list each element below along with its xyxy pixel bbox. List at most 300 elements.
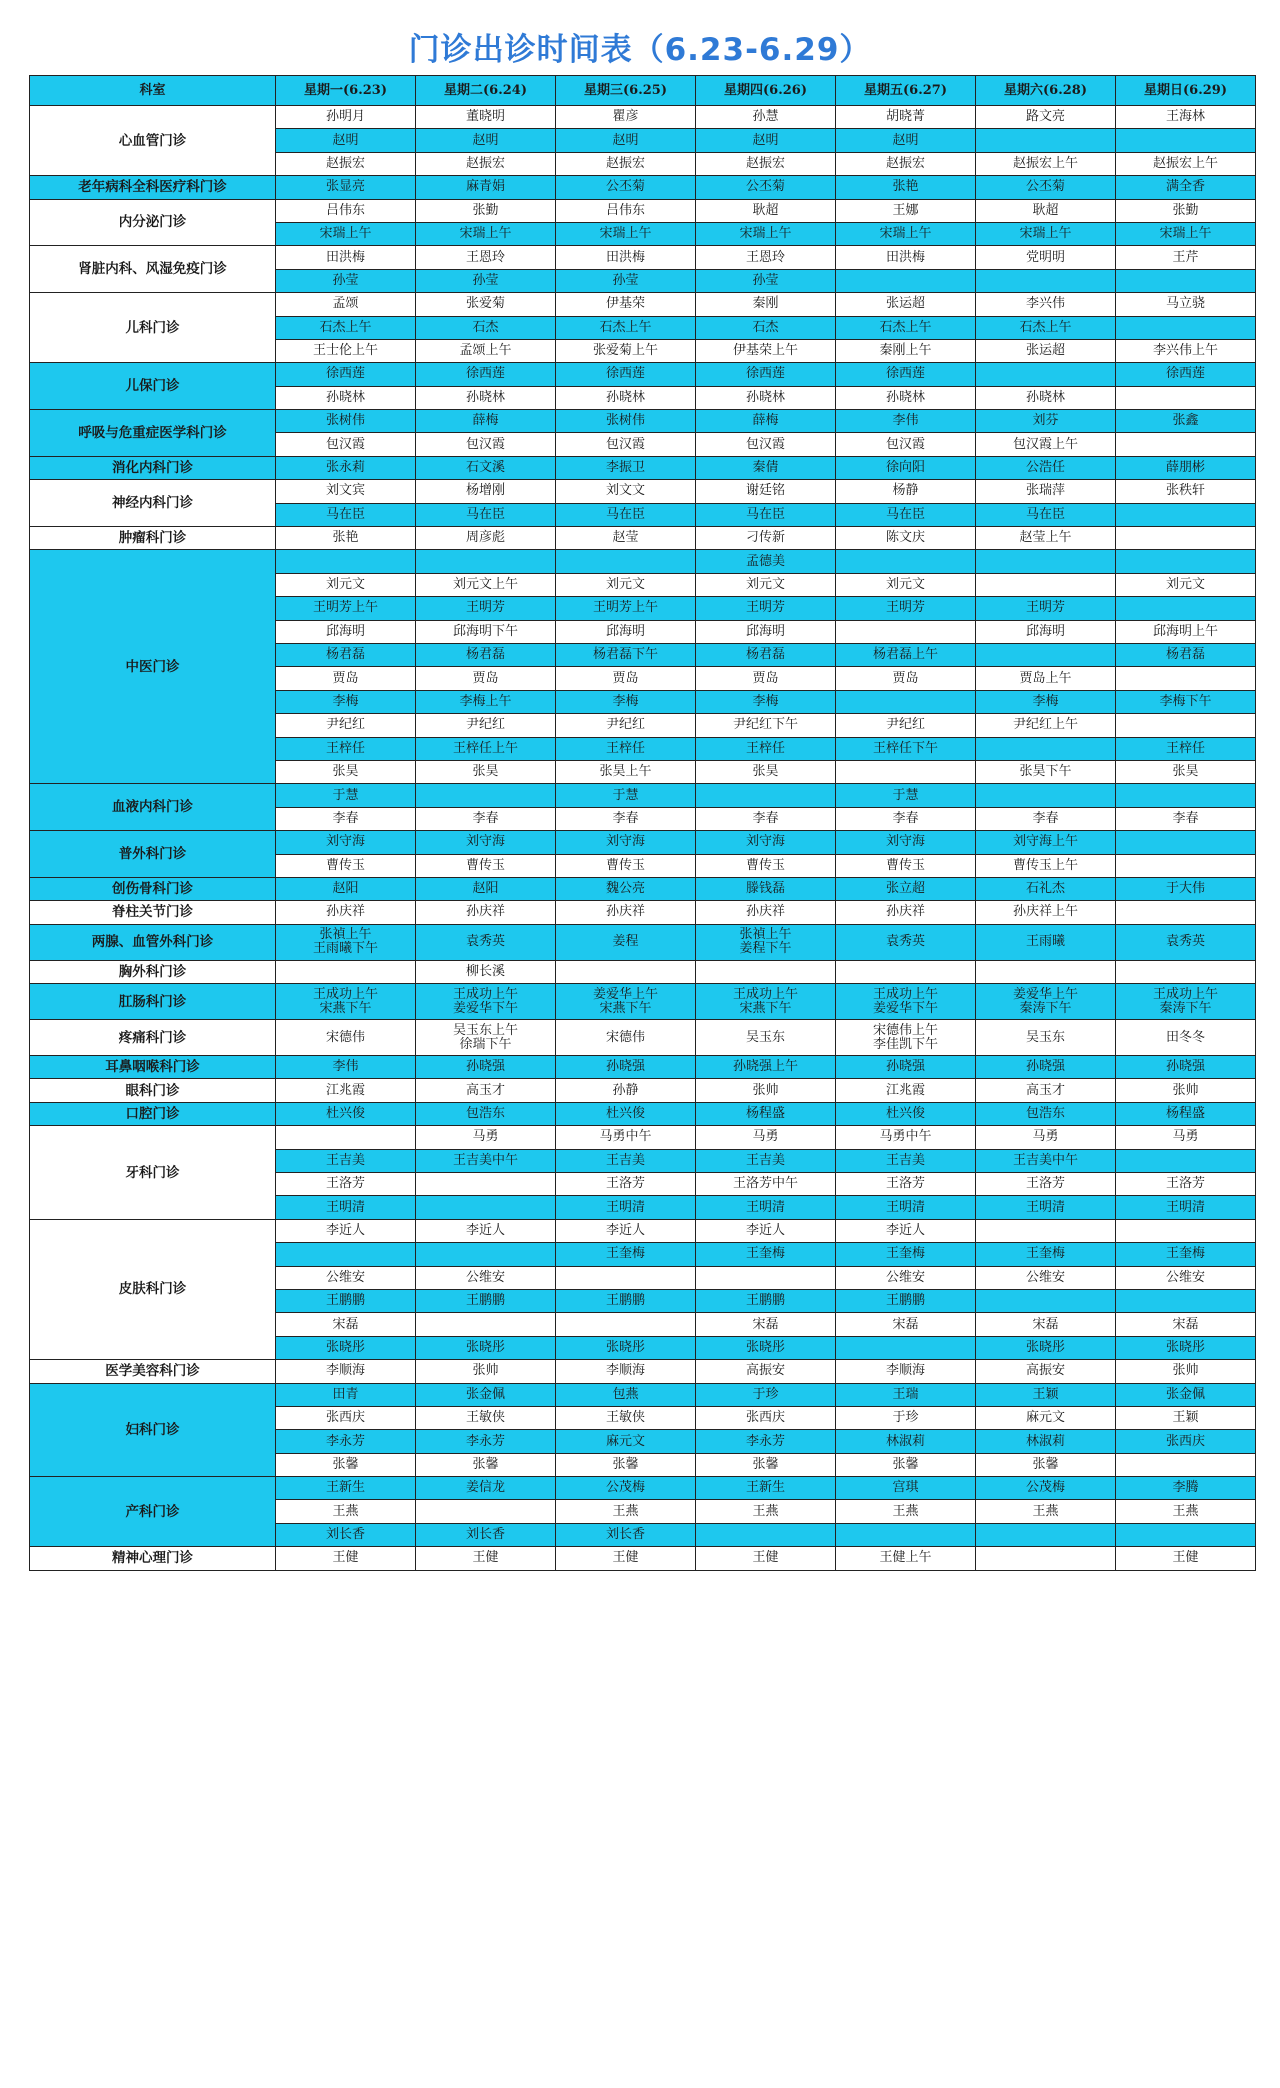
department-name: 普外科门诊: [30, 831, 276, 878]
table-row: [30, 1360, 1256, 1383]
schedule-cell: 李伟: [836, 410, 976, 433]
schedule-cell: 周彦彪: [416, 527, 556, 550]
department-name: 脊柱关节门诊: [30, 901, 276, 924]
schedule-cell: 江兆霞: [276, 1079, 416, 1102]
schedule-cell: 刘守海: [556, 831, 696, 854]
schedule-cell: 高振安: [696, 1360, 836, 1383]
page-title: 门诊出诊时间表（6.23-6.29）: [408, 32, 872, 68]
schedule-cell: 李近人: [276, 1219, 416, 1242]
schedule-cell: 李春: [416, 807, 556, 830]
schedule-cell: 王燕: [836, 1500, 976, 1523]
schedule-cell: [836, 984, 976, 1020]
schedule-cell: 张树伟: [556, 410, 696, 433]
doctor-name-line: 秦涛下午: [1019, 1000, 1072, 1016]
schedule-cell: 王洛芳: [276, 1173, 416, 1196]
schedule-cell: 孙晓林: [276, 386, 416, 409]
schedule-cell: [836, 960, 976, 983]
schedule-cell: 马勇中午: [836, 1126, 976, 1149]
schedule-cell: [416, 984, 556, 1020]
header-monday: 星期一(6.23): [276, 76, 416, 106]
schedule-cell: 李梅下午: [1116, 690, 1256, 713]
schedule-cell: 李兴伟: [976, 293, 1116, 316]
header-wednesday: 星期三(6.25): [556, 76, 696, 106]
table-row: [30, 480, 1256, 503]
schedule-cell: 公丕菊: [696, 176, 836, 199]
schedule-cell: 马在臣: [976, 503, 1116, 526]
schedule-cell: 江兆霞: [836, 1079, 976, 1102]
schedule-cell: [976, 1523, 1116, 1546]
schedule-cell: 孙晓强: [976, 1056, 1116, 1079]
schedule-cell: [836, 1020, 976, 1056]
department-name: 中医门诊: [30, 550, 276, 784]
schedule-cell: 王梓任: [696, 737, 836, 760]
schedule-cell: 王健: [696, 1547, 836, 1570]
schedule-cell: 赵明: [556, 129, 696, 152]
schedule-cell: [976, 1289, 1116, 1312]
department-name: 产科门诊: [30, 1477, 276, 1547]
schedule-cell: 孙晓强上午: [696, 1056, 836, 1079]
schedule-cell: 尹纪红: [556, 714, 696, 737]
table-row: [30, 550, 1256, 573]
schedule-cell: 王明清: [276, 1196, 416, 1219]
header-saturday: 星期六(6.28): [976, 76, 1116, 106]
schedule-cell: [976, 550, 1116, 573]
table-row: [30, 784, 1256, 807]
schedule-cell: 于慧: [556, 784, 696, 807]
schedule-cell: [836, 690, 976, 713]
schedule-cell: 贾岛: [836, 667, 976, 690]
schedule-cell: 李伟: [276, 1056, 416, 1079]
schedule-cell: [416, 1020, 556, 1056]
schedule-cell: 王梓任: [1116, 737, 1256, 760]
department-name: 呼吸与危重症医学科门诊: [30, 410, 276, 457]
schedule-cell: 党明明: [976, 246, 1116, 269]
schedule-cell: 王吉美: [696, 1149, 836, 1172]
schedule-cell: 徐西莲: [836, 363, 976, 386]
schedule-cell: [1116, 386, 1256, 409]
schedule-cell: 刘长香: [556, 1523, 696, 1546]
schedule-cell: [1116, 527, 1256, 550]
schedule-cell: 石文溪: [416, 456, 556, 479]
schedule-cell: 王燕: [696, 1500, 836, 1523]
schedule-cell: 王燕: [1116, 1500, 1256, 1523]
schedule-cell: 赵振宏: [416, 152, 556, 175]
schedule-cell: 赵振宏上午: [1116, 152, 1256, 175]
table-row: [30, 877, 1256, 900]
schedule-cell: 徐西莲: [276, 363, 416, 386]
schedule-cell: 高玉才: [976, 1079, 1116, 1102]
schedule-cell: 刘守海: [696, 831, 836, 854]
schedule-cell: 包燕: [556, 1383, 696, 1406]
department-name: 肾脏内科、风湿免疫门诊: [30, 246, 276, 293]
schedule-cell: 赵阳: [416, 877, 556, 900]
schedule-cell: 王明清: [836, 1196, 976, 1219]
schedule-cell: [696, 960, 836, 983]
schedule-cell: 张西庆: [276, 1406, 416, 1429]
doctor-name-line: 宋燕下午: [739, 1000, 792, 1016]
schedule-cell: 袁秀英: [416, 924, 556, 960]
schedule-cell: 王洛芳: [836, 1173, 976, 1196]
schedule-cell: [276, 984, 416, 1020]
schedule-cell: 瞿彦: [556, 106, 696, 129]
schedule-cell: 刘元文: [276, 573, 416, 596]
schedule-cell: 王梓任下午: [836, 737, 976, 760]
schedule-cell: 张树伟: [276, 410, 416, 433]
schedule-cell: 孙明月: [276, 106, 416, 129]
schedule-cell: 曹传玉: [556, 854, 696, 877]
schedule-cell: [276, 1243, 416, 1266]
schedule-cell: [1116, 901, 1256, 924]
schedule-cell: 贾岛: [276, 667, 416, 690]
schedule-cell: 姜程: [556, 924, 696, 960]
schedule-cell: 张晓彤: [976, 1336, 1116, 1359]
schedule-cell: 胡晓菁: [836, 106, 976, 129]
schedule-cell: 田洪梅: [556, 246, 696, 269]
schedule-cell: 宋瑞上午: [556, 222, 696, 245]
schedule-cell: [1116, 433, 1256, 456]
table-row: [30, 106, 1256, 129]
schedule-cell: 贾岛: [416, 667, 556, 690]
schedule-cell: 张晓彤: [276, 1336, 416, 1359]
schedule-cell: 王健上午: [836, 1547, 976, 1570]
schedule-cell: 徐向阳: [836, 456, 976, 479]
doctor-name-line: 宋德伟上午: [872, 1022, 938, 1038]
schedule-cell: [276, 1126, 416, 1149]
schedule-cell: [1116, 503, 1256, 526]
schedule-cell: 公维安: [976, 1266, 1116, 1289]
doctor-name-line: 秦涛下午: [1159, 1000, 1212, 1016]
schedule-cell: 王梓任: [276, 737, 416, 760]
department-name: 妇科门诊: [30, 1383, 276, 1477]
schedule-cell: 曹传玉: [696, 854, 836, 877]
schedule-cell: 吕伟东: [556, 199, 696, 222]
schedule-cell: 耿超: [696, 199, 836, 222]
schedule-cell: 秦刚: [696, 293, 836, 316]
schedule-cell: 赵阳: [276, 877, 416, 900]
schedule-cell: 李永芳: [696, 1430, 836, 1453]
schedule-cell: 王颖: [1116, 1406, 1256, 1429]
schedule-cell: 林淑莉: [976, 1430, 1116, 1453]
schedule-cell: 公维安: [1116, 1266, 1256, 1289]
schedule-cell: 张昊: [696, 760, 836, 783]
schedule-cell: 石杰: [696, 316, 836, 339]
schedule-cell: [836, 760, 976, 783]
schedule-cell: 王鹏鹏: [276, 1289, 416, 1312]
doctor-name-line: 王成功上午: [732, 986, 798, 1002]
schedule-cell: 马在臣: [416, 503, 556, 526]
schedule-cell: 公维安: [416, 1266, 556, 1289]
schedule-cell: 张艳: [276, 527, 416, 550]
schedule-cell: [836, 1523, 976, 1546]
schedule-cell: [836, 1336, 976, 1359]
department-name: 神经内科门诊: [30, 480, 276, 527]
schedule-cell: [1116, 269, 1256, 292]
schedule-cell: 麻元文: [976, 1406, 1116, 1429]
schedule-cell: 田冬冬: [1116, 1020, 1256, 1056]
schedule-cell: 李春: [1116, 807, 1256, 830]
department-name: 内分泌门诊: [30, 199, 276, 246]
schedule-cell: 王明芳: [696, 597, 836, 620]
schedule-cell: 石杰上午: [836, 316, 976, 339]
schedule-cell: 王明清: [976, 1196, 1116, 1219]
schedule-cell: 刘芬: [976, 410, 1116, 433]
schedule-cell: 张昊: [276, 760, 416, 783]
schedule-cell: 孙晓林: [836, 386, 976, 409]
schedule-cell: [696, 984, 836, 1020]
schedule-cell: 李顺海: [276, 1360, 416, 1383]
schedule-cell: [416, 550, 556, 573]
schedule-cell: 宋磊: [836, 1313, 976, 1336]
schedule-cell: 刘元文: [1116, 573, 1256, 596]
schedule-cell: 王鹏鹏: [696, 1289, 836, 1312]
schedule-cell: [976, 643, 1116, 666]
schedule-cell: [1116, 960, 1256, 983]
schedule-cell: [1116, 984, 1256, 1020]
schedule-cell: 李振卫: [556, 456, 696, 479]
schedule-cell: 杨君磊下午: [556, 643, 696, 666]
schedule-cell: 王吉美中午: [416, 1149, 556, 1172]
header-row: [30, 76, 1256, 106]
schedule-cell: [1116, 1453, 1256, 1476]
schedule-cell: 耿超: [976, 199, 1116, 222]
doctor-name-line: 姜爱华上午: [592, 986, 658, 1002]
schedule-cell: 谢廷铭: [696, 480, 836, 503]
schedule-cell: 孙庆祥: [696, 901, 836, 924]
schedule-cell: [836, 269, 976, 292]
schedule-cell: 马在臣: [696, 503, 836, 526]
schedule-cell: 王奎梅: [836, 1243, 976, 1266]
schedule-cell: 张艳: [836, 176, 976, 199]
schedule-cell: 张帅: [416, 1360, 556, 1383]
schedule-cell: [556, 550, 696, 573]
table-row: [30, 984, 1256, 1020]
schedule-cell: 薛朋彬: [1116, 456, 1256, 479]
schedule-cell: [976, 984, 1116, 1020]
schedule-cell: 曹传玉: [416, 854, 556, 877]
schedule-cell: 孙晓强: [1116, 1056, 1256, 1079]
schedule-cell: 曹传玉: [836, 854, 976, 877]
schedule-cell: 张勤: [1116, 199, 1256, 222]
schedule-cell: 孙庆祥上午: [976, 901, 1116, 924]
table-row: [30, 924, 1256, 960]
schedule-cell: 于慧: [836, 784, 976, 807]
schedule-cell: [976, 363, 1116, 386]
schedule-cell: 马勇: [416, 1126, 556, 1149]
schedule-cell: 公维安: [836, 1266, 976, 1289]
schedule-cell: 孙莹: [276, 269, 416, 292]
schedule-cell: 王健: [276, 1547, 416, 1570]
schedule-cell: 尹纪红上午: [976, 714, 1116, 737]
schedule-cell: 赵振宏: [556, 152, 696, 175]
schedule-cell: 张晓彤: [696, 1336, 836, 1359]
schedule-cell: 邱海明: [556, 620, 696, 643]
schedule-cell: 公茂梅: [976, 1477, 1116, 1500]
schedule-cell: 张帅: [1116, 1360, 1256, 1383]
schedule-cell: [976, 573, 1116, 596]
schedule-cell: [1116, 854, 1256, 877]
schedule-cell: 宋瑞上午: [696, 222, 836, 245]
schedule-cell: 袁秀英: [1116, 924, 1256, 960]
schedule-cell: 刘守海: [836, 831, 976, 854]
table-row: [30, 1383, 1256, 1406]
schedule-cell: [1116, 597, 1256, 620]
schedule-cell: 王敏侠: [416, 1406, 556, 1429]
schedule-cell: 曹传玉上午: [976, 854, 1116, 877]
schedule-cell: [976, 269, 1116, 292]
department-name: 血液内科门诊: [30, 784, 276, 831]
schedule-cell: 孙晓强: [556, 1056, 696, 1079]
schedule-cell: 董晓明: [416, 106, 556, 129]
schedule-cell: 孙庆祥: [416, 901, 556, 924]
schedule-cell: 王娜: [836, 199, 976, 222]
schedule-cell: 张鑫: [1116, 410, 1256, 433]
schedule-cell: [1116, 129, 1256, 152]
schedule-cell: 张馨: [276, 1453, 416, 1476]
schedule-table: [29, 75, 1256, 1571]
schedule-cell: 宋瑞上午: [416, 222, 556, 245]
doctor-name-line: 吴玉东上午: [452, 1022, 518, 1038]
department-name: 肛肠科门诊: [30, 984, 276, 1020]
schedule-cell: 王梓任: [556, 737, 696, 760]
schedule-cell: 张立超: [836, 877, 976, 900]
department-name: 两腺、血管外科门诊: [30, 924, 276, 960]
department-name: 皮肤科门诊: [30, 1219, 276, 1359]
schedule-cell: [976, 960, 1116, 983]
schedule-cell: 王鹏鹏: [556, 1289, 696, 1312]
schedule-cell: 孙晓强: [836, 1056, 976, 1079]
schedule-cell: 王健: [416, 1547, 556, 1570]
schedule-cell: 马立骁: [1116, 293, 1256, 316]
department-name: 眼科门诊: [30, 1079, 276, 1102]
table-row: [30, 1020, 1256, 1056]
schedule-cell: 王洛芳: [976, 1173, 1116, 1196]
schedule-cell: 王洛芳: [556, 1173, 696, 1196]
schedule-cell: 张馨: [696, 1453, 836, 1476]
schedule-cell: 赵明: [276, 129, 416, 152]
schedule-cell: 赵振宏: [276, 152, 416, 175]
schedule-cell: 邱海明: [276, 620, 416, 643]
schedule-cell: 秦倩: [696, 456, 836, 479]
schedule-cell: 孟颂上午: [416, 339, 556, 362]
schedule-cell: [1116, 784, 1256, 807]
schedule-cell: [276, 960, 416, 983]
schedule-cell: [1116, 316, 1256, 339]
schedule-cell: 吴玉东: [976, 1020, 1116, 1056]
schedule-cell: [696, 924, 836, 960]
schedule-cell: 邱海明: [696, 620, 836, 643]
schedule-cell: 孙慧: [696, 106, 836, 129]
schedule-cell: 张昊: [1116, 760, 1256, 783]
schedule-cell: 李近人: [696, 1219, 836, 1242]
schedule-cell: 孙晓林: [976, 386, 1116, 409]
schedule-cell: 宋德伟: [556, 1020, 696, 1056]
schedule-cell: 王恩玲: [416, 246, 556, 269]
schedule-cell: 包汉霞: [276, 433, 416, 456]
schedule-cell: 王燕: [976, 1500, 1116, 1523]
schedule-cell: [556, 1266, 696, 1289]
schedule-cell: [416, 1173, 556, 1196]
schedule-cell: 王奎梅: [976, 1243, 1116, 1266]
schedule-cell: 刘元文上午: [416, 573, 556, 596]
schedule-cell: 刘长香: [416, 1523, 556, 1546]
schedule-cell: 王明清: [1116, 1196, 1256, 1219]
schedule-cell: 伊基荣上午: [696, 339, 836, 362]
table-row: [30, 199, 1256, 222]
schedule-cell: 徐西莲: [556, 363, 696, 386]
schedule-cell: 田洪梅: [836, 246, 976, 269]
schedule-cell: 王鹏鹏: [416, 1289, 556, 1312]
schedule-cell: 包汉霞: [696, 433, 836, 456]
schedule-cell: 王洛芳: [1116, 1173, 1256, 1196]
schedule-cell: 孟颂: [276, 293, 416, 316]
table-row: [30, 1477, 1256, 1500]
schedule-cell: 包汉霞: [836, 433, 976, 456]
schedule-cell: 公维安: [276, 1266, 416, 1289]
schedule-cell: 尹纪红下午: [696, 714, 836, 737]
schedule-cell: [1116, 714, 1256, 737]
doctor-name-line: 徐瑞下午: [459, 1036, 512, 1052]
schedule-cell: 马勇: [1116, 1126, 1256, 1149]
schedule-cell: 徐西莲: [696, 363, 836, 386]
schedule-cell: 伊基荣: [556, 293, 696, 316]
schedule-cell: 公浩任: [976, 456, 1116, 479]
schedule-cell: 刘元文: [556, 573, 696, 596]
schedule-cell: 陈文庆: [836, 527, 976, 550]
schedule-cell: 马勇: [976, 1126, 1116, 1149]
schedule-cell: 张运超: [836, 293, 976, 316]
schedule-cell: 孙庆祥: [556, 901, 696, 924]
schedule-cell: 刘守海: [416, 831, 556, 854]
schedule-cell: 尹纪红: [836, 714, 976, 737]
schedule-cell: [416, 784, 556, 807]
schedule-cell: [696, 1523, 836, 1546]
schedule-cell: 贾岛上午: [976, 667, 1116, 690]
schedule-cell: [976, 1547, 1116, 1570]
schedule-cell: 吕伟东: [276, 199, 416, 222]
schedule-cell: 王明清: [696, 1196, 836, 1219]
schedule-cell: 张昊下午: [976, 760, 1116, 783]
schedule-cell: 杨君磊: [696, 643, 836, 666]
schedule-cell: 张金佩: [1116, 1383, 1256, 1406]
schedule-cell: [1116, 1289, 1256, 1312]
schedule-cell: 于慧: [276, 784, 416, 807]
schedule-cell: 赵明: [696, 129, 836, 152]
schedule-cell: [416, 1313, 556, 1336]
schedule-cell: 包汉霞上午: [976, 433, 1116, 456]
schedule-cell: 张运超: [976, 339, 1116, 362]
schedule-cell: 王奎梅: [696, 1243, 836, 1266]
schedule-cell: 王明芳: [836, 597, 976, 620]
schedule-cell: 孙莹: [696, 269, 836, 292]
department-name: 胸外科门诊: [30, 960, 276, 983]
schedule-cell: 袁秀英: [836, 924, 976, 960]
table-row: [30, 1102, 1256, 1125]
schedule-cell: 曹传玉: [276, 854, 416, 877]
schedule-cell: 赵振宏: [836, 152, 976, 175]
schedule-cell: 赵振宏: [696, 152, 836, 175]
schedule-cell: 吴玉东: [696, 1020, 836, 1056]
schedule-cell: 张显亮: [276, 176, 416, 199]
schedule-cell: 王明清: [556, 1196, 696, 1219]
schedule-cell: 李永芳: [276, 1430, 416, 1453]
doctor-name-line: 王雨曦下午: [312, 941, 378, 957]
schedule-cell: 赵明: [416, 129, 556, 152]
schedule-cell: 王吉美: [836, 1149, 976, 1172]
schedule-cell: 高玉才: [416, 1079, 556, 1102]
table-row: [30, 246, 1256, 269]
schedule-cell: 于大伟: [1116, 877, 1256, 900]
schedule-cell: 包浩东: [416, 1102, 556, 1125]
